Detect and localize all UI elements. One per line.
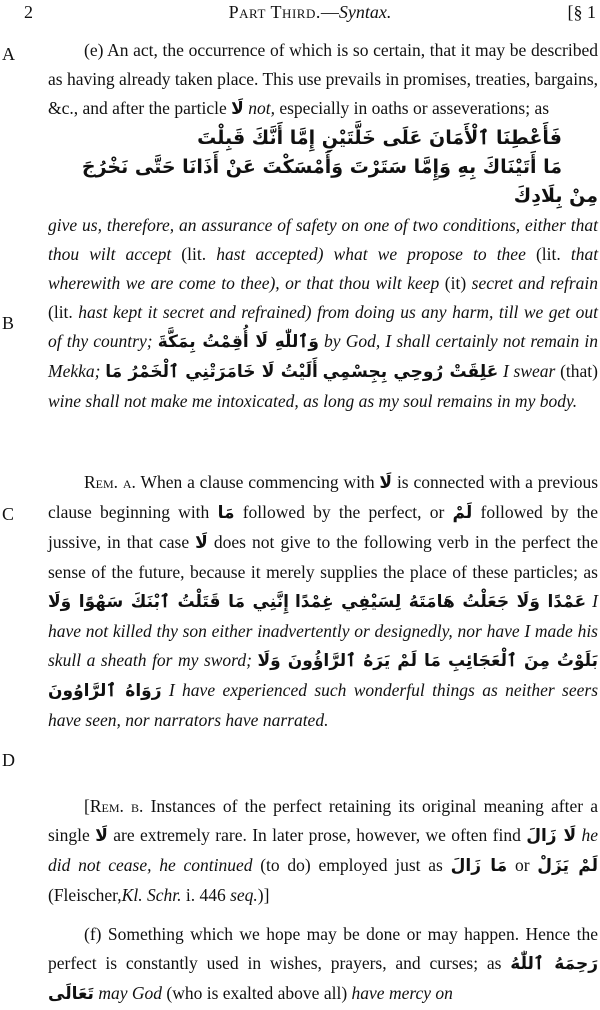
margin-letter-a: A [2, 44, 15, 64]
margin-letter-c: C [2, 504, 15, 524]
arabic-example-1: فَأَعْطِنَا ٱلْأَمَانَ عَلَى خَلَّتَيْنِ إِمَّا أَنَّكَ قَبِلْتَ [197, 127, 562, 149]
paragraph-f: (f) Something which we hope may be done or may happen. Hence the perfect is constantly used in wishes, prayers, and curses; as رَحِمَهُ ٱللّٰهُ تَعَالَى may God (who is exalted above all) have mercy on [48, 924, 598, 1004]
remark-a: Rem. a. When a clause commencing with لَا is connected with a previous clause beginning with مَا followed by the perfect, or لَمْ followed by the jussive, in that case لَا does not give to the following verb in the perfect the sense of the future, because it merely supplies the place of these particles; as إِنَّنِي مَا قَتَلْتُ ٱبْنَكَ سَهْوًا وَلَا عَمْدًا وَلَا جَعَلْتُ هَامَتَهُ لِسَيْفِي غِمْدًا I have not killed thy son either inadvertently or designedly, nor have I made his skull a sheath for my sword; بَلَوْتُ مِنَ ٱلْعَجَائِبِ مَا لَمْ يَرَهُ ٱلرَّاؤُونَ وَلَا رَوَاهُ ٱلرَّاوُونَ I have experienced such wonderful things as neither seers have seen, nor narrators have narrated. [48, 472, 599, 730]
section-number: [§ 1 [567, 2, 596, 22]
paragraph-e: (e) An act, the occurrence of which is so certain, that it may be described as having already taken place. This use prevails in promises, treaties, bargains, &c., and after the particle لَا not, especially in oaths or asseverations; as فَأَعْطِنَا ٱلْأَمَانَ عَلَى خَلَّتَيْنِ إِمَّا أَنَّكَ قَبِلْتَ مَا أَتَيْنَاكَ بِهِ وَإِمَّا سَتَرْتَ وَأَمْسَكْتَ عَنْ أَذَانَا حَتَّى نَخْرُجَ مِنْ بِلَادِكَ give us, therefore, an assurance of safety on one of two conditions, either that thou wilt accept (lit. hast accepted) what we propose to thee (lit. that wherewith we are come to thee), or that thou wilt keep (it) secret and refrain (lit. hast kept it secret and refrained) from doing us any harm, till we get out of thy country; وَٱللّٰهِ لَا أُقِمْتُ بِمَكَّةَ by God, I shall certainly not remain in Mekka; أَلَيْتُ لَا خَامَرَتْنِي ٱلْخَمْرُ مَا عَلِقَتْ رُوحِي بِجِسْمِي I swear (that) wine shall not make me intoxicated, as long as my soul remains in my body. [48, 40, 599, 411]
margin-letter-d: D [2, 750, 15, 770]
page-header [24, 2, 596, 28]
margin-letter-b: B [2, 313, 15, 333]
arabic-example-2: مَا أَتَيْنَاكَ بِهِ وَإِمَّا سَتَرْتَ وَأَمْسَكْتَ عَنْ أَذَانَا حَتَّى نَخْرُجَ مِنْ بِلَادِكَ [81, 156, 598, 207]
page-number: 2 [24, 2, 33, 22]
remark-b: [Rem. b. Instances of the perfect retaining its original meaning after a single لَا are extremely rare. In later prose, however, we often find لَا زَالَ he did not cease, he continued (to do) employed just as مَا زَالَ or لَمْ يَزَلْ (Fleischer,Kl. Schr. i. 446 seq.)] [48, 796, 599, 905]
running-title: Part Third.—Syntax. [228, 2, 392, 22]
